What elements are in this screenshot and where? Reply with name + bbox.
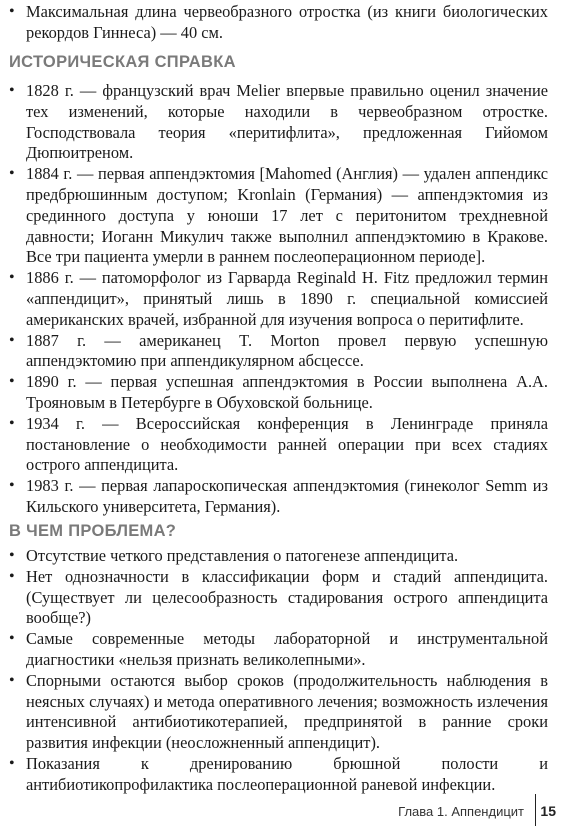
list-item: • 1887 г. — американец T. Morton провел первую успешную аппендэктомию при аппендикулярном абсцессе. <box>0 331 562 373</box>
list-item: • 1886 г. — патоморфолог из Гарварда Reginald H. Fitz предложил термин «аппендицит», принятый лишь в 1890 г. специальной комиссией американских врачей, избранной для изучения вопроса о перитифлите. <box>0 268 562 330</box>
list-item: • 1983 г. — первая лапароскопическая аппендэктомия (гинеколог Semm из Кильского университета, Германия). <box>0 476 562 518</box>
list-item: • Спорными остаются выбор сроков (продолжительность наблюдения в неясных случаях) и метода оперативного лечения; возможность излечения интенсивной антибиотикотерапией, предпринятой в ранние сроки развития инфекции (неосложненный аппендицит). <box>0 671 562 754</box>
list-item: • Самые современные методы лабораторной и инструментальной диагностики «нельзя признать великолепными». <box>0 629 562 671</box>
list-item: • Максимальная длина червеобразного отростка (из книги биологических рекордов Гиннеса) — 40 см. <box>0 2 562 44</box>
history-list <box>0 81 562 518</box>
list-item: • Отсутствие четкого представления о патогенезе аппендицита. <box>0 546 562 567</box>
section-heading-problem: В ЧЕМ ПРОБЛЕМА? <box>9 522 177 540</box>
list-item: • 1884 г. — первая аппендэктомия [Mahomed (Англия) — удален аппендикс предбрюшинным доступом; Kronlain (Германия) — аппендэктомия из срединного доступа у юноши 17 лет с перитонитом трехдневной давности; Иоганн Микулич также выполнил аппендэктомию в Кракове. Все три пациента умерли в раннем послеоперационном периоде]. <box>0 164 562 268</box>
page-footer <box>0 790 562 832</box>
list-item: • 1828 г. — французский врач Melier впервые правильно оценил значение тех изменений, которые находили в червеобразном отростке. Господствовала теория «перитифлита», предложенная Гийомом Дюпюитреном. <box>0 81 562 164</box>
problem-list <box>0 546 562 796</box>
list-item: • Показания к дренированию брюшной полости и антибиотикопрофилактика послеоперационной раневой инфекции. <box>0 754 562 796</box>
top-bullet-list <box>0 2 562 44</box>
section-heading-history: ИСТОРИЧЕСКАЯ СПРАВКА <box>9 53 236 71</box>
list-item: • 1890 г. — первая успешная аппендэктомия в России выполнена А.А. Трояновым в Петербурге в Обуховской больнице. <box>0 372 562 414</box>
list-item: • 1934 г. — Всероссийская конференция в Ленинграде приняла постановление о необходимости ранней операции при всех стадиях острого аппендицита. <box>0 414 562 476</box>
page-number: 15 <box>540 803 556 819</box>
list-item: • Нет однозначности в классификации форм и стадий аппендицита. (Существует ли целесообразность стадирования острого аппендицита вообще?) <box>0 567 562 629</box>
footer-divider <box>535 794 537 826</box>
chapter-title: Глава 1. Аппендицит <box>398 804 524 819</box>
